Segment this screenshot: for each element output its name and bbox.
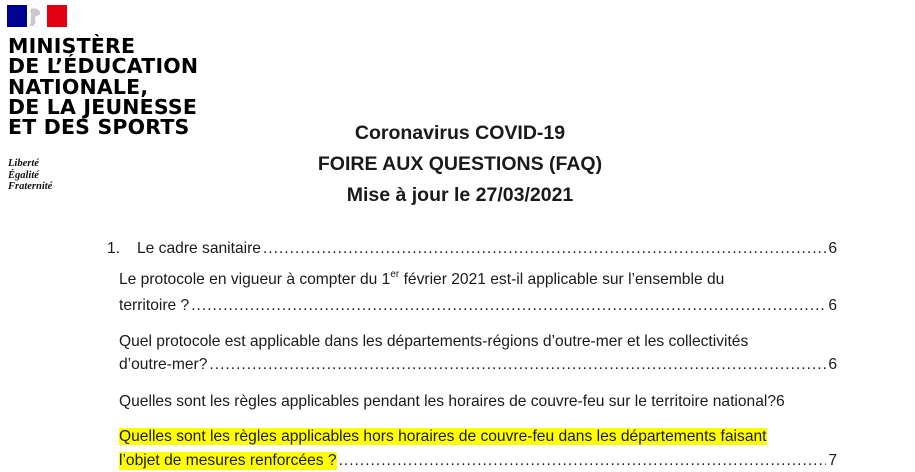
toc-entry-label: Le cadre sanitaire [137,240,261,257]
ministry-line: NATIONALE, [8,74,149,99]
toc-entry-label: territoire ? [119,297,190,314]
toc-entry-q4-line1[interactable] [119,428,767,446]
toc-entry-text: février 2021 est-il applicable sur l’ensemble du [399,271,725,288]
toc-entry-label: d’outre-mer? [119,356,208,373]
ministry-line: DE LA JEUNESSE [8,94,198,119]
highlighted-text: Quelles sont les règles applicables hors horaires de couvre-feu dans les départements faisant [119,428,767,445]
motto-line: Liberté [8,158,39,169]
document-subtitle: FOIRE AUX QUESTIONS (FAQ) [317,153,603,175]
superscript: er [390,268,400,280]
document-update-date: Mise à jour le 27/03/2021 [346,184,574,206]
toc-page-number: 6 [828,356,837,373]
toc-section-number: 1. [107,240,121,257]
ministry-line: ET DES SPORTS [8,115,190,140]
toc-entry-q3[interactable] [119,393,785,411]
toc-page-number: 6 [776,393,785,410]
ministry-line: MINISTÈRE [8,34,136,58]
toc-entry-label: Quelles sont les règles applicables pendant les horaires de couvre-feu sur le territoire national? [119,393,777,410]
toc-entry-text: Le protocole en vigueur à compter du 1 [119,271,391,288]
toc-leader-dots [263,240,826,258]
toc-leader-dots [339,452,827,470]
ministry-line: DE L’ÉDUCATION [8,54,199,79]
toc-entry-q2-line1[interactable]: Quel protocole est applicable dans les départements-régions d’outre-mer et les collectivités [119,333,749,350]
toc-page-number: 7 [828,452,837,469]
toc-entry-q1-line1[interactable] [119,268,725,289]
toc-page-number: 6 [828,240,837,257]
document-title: Coronavirus COVID-19 [354,122,566,144]
toc-leader-dots [209,356,826,374]
toc-entry-q4-line2[interactable] [119,452,837,470]
motto-line: Fraternité [8,181,53,192]
motto-line: Égalité [8,169,39,181]
toc-page-number: 6 [828,297,837,314]
toc-leader-dots [191,297,826,315]
toc-entry-section-1[interactable] [137,240,837,258]
toc-entry-q2-line2[interactable] [119,356,837,374]
toc-entry-q1-line2[interactable] [119,297,837,315]
highlighted-text: l’objet de mesures renforcées ? [119,452,337,469]
